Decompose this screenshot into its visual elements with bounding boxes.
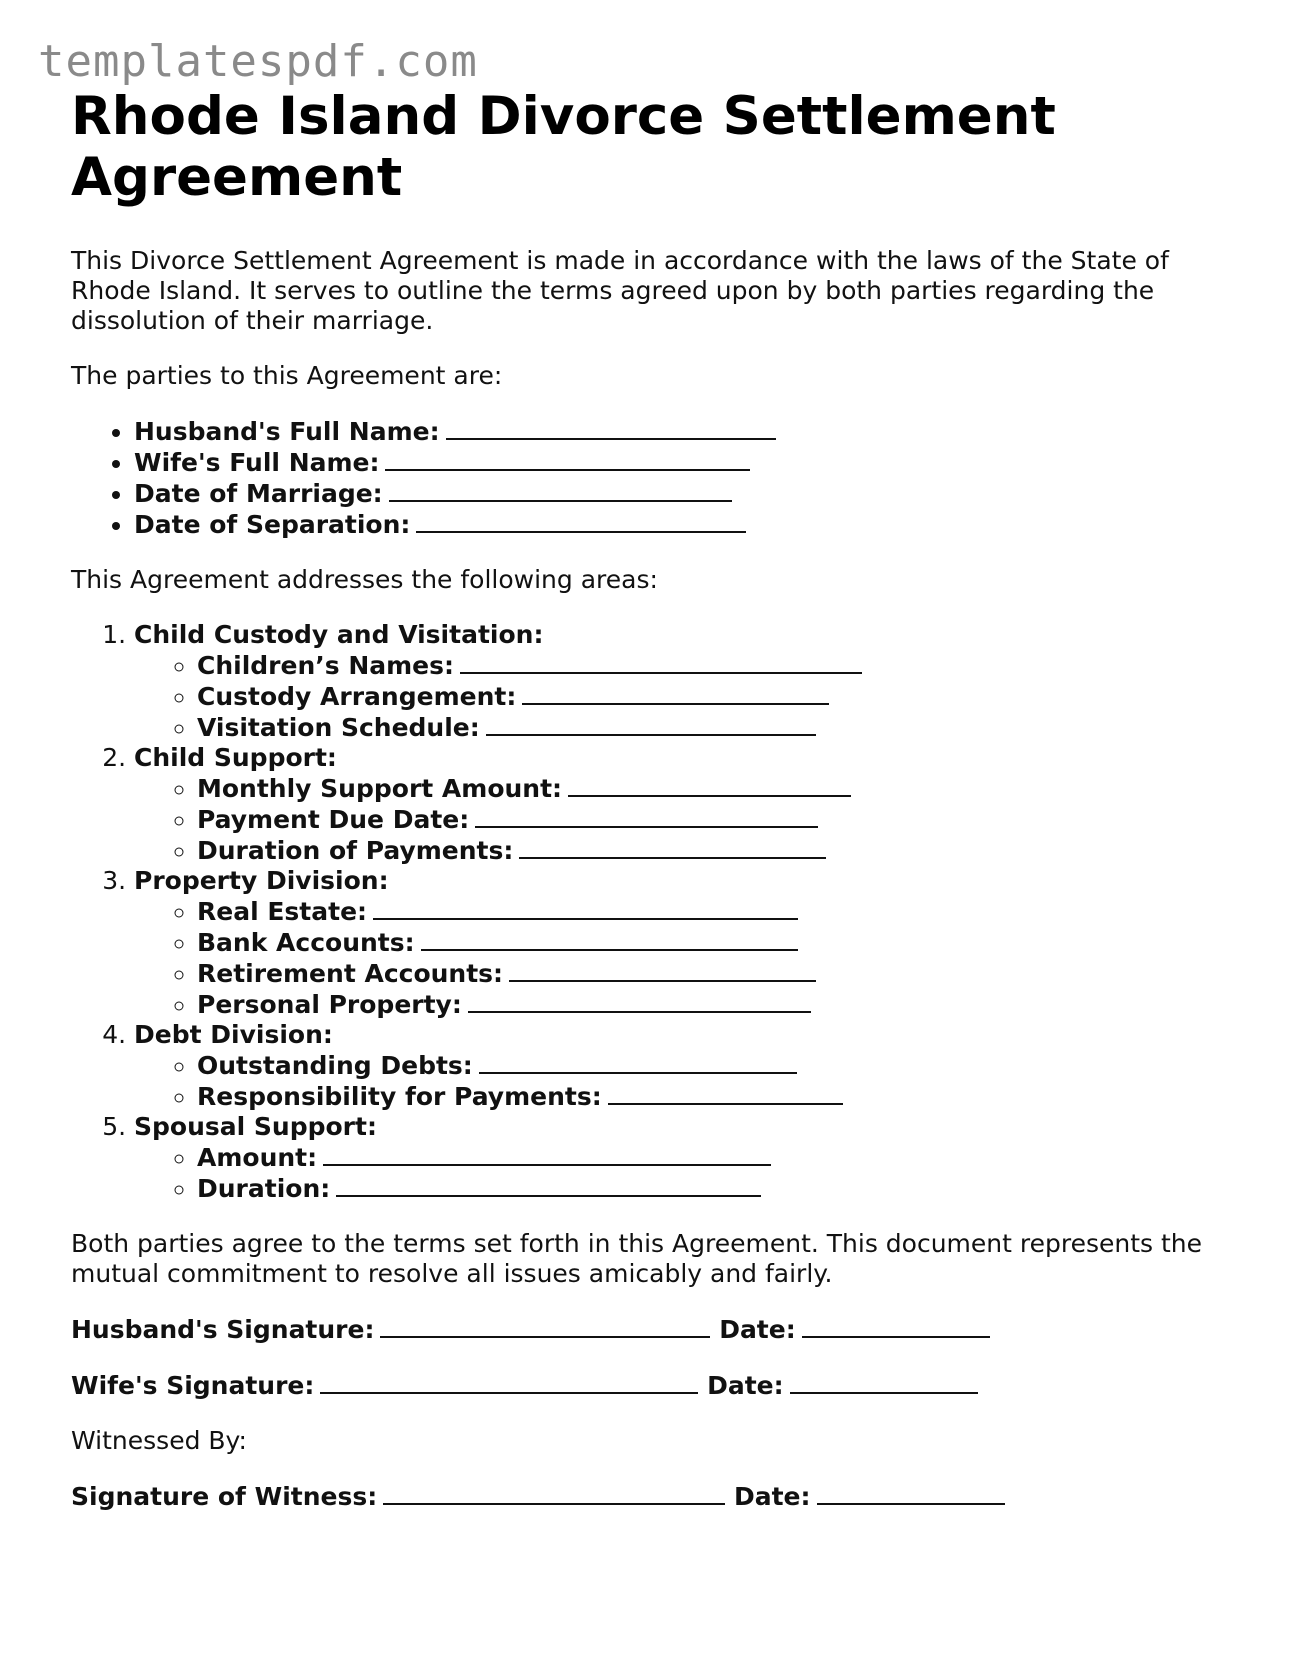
list-item bbox=[197, 989, 1231, 1020]
visitation-schedule-field[interactable] bbox=[486, 712, 816, 736]
husband-signature-label: Husband's Signature: bbox=[71, 1315, 375, 1344]
witness-signature-line bbox=[71, 1481, 1231, 1512]
field-label: Payment Due Date: bbox=[197, 805, 470, 834]
husband-signature-line bbox=[71, 1314, 1231, 1345]
list-item bbox=[197, 1081, 1231, 1112]
parties-list bbox=[71, 416, 1231, 540]
bank-accounts-field[interactable] bbox=[421, 927, 798, 951]
area-debt-division bbox=[134, 1020, 1231, 1112]
area-property-division bbox=[134, 866, 1231, 1020]
wife-date-field[interactable] bbox=[790, 1370, 978, 1394]
list-item bbox=[197, 650, 1231, 681]
husband-signature-field[interactable] bbox=[380, 1314, 710, 1338]
wife-signature-label: Wife's Signature: bbox=[71, 1371, 315, 1400]
list-item bbox=[134, 478, 1231, 509]
childrens-names-field[interactable] bbox=[460, 650, 862, 674]
list-item bbox=[197, 927, 1231, 958]
field-label: Duration of Payments: bbox=[197, 836, 514, 865]
witness-signature-field[interactable] bbox=[383, 1481, 725, 1505]
areas-intro: This Agreement addresses the following areas: bbox=[71, 565, 658, 594]
witness-signature-label: Signature of Witness: bbox=[71, 1482, 378, 1511]
area-spousal-support bbox=[134, 1112, 1231, 1204]
date-label: Date: bbox=[733, 1482, 811, 1511]
page-title: Rhode Island Divorce Settlement Agreement bbox=[71, 86, 1056, 208]
marriage-date-label: Date of Marriage: bbox=[134, 479, 383, 508]
custody-arrangement-field[interactable] bbox=[522, 681, 829, 705]
areas-list bbox=[71, 620, 1231, 1204]
date-label: Date: bbox=[719, 1315, 796, 1344]
field-label: Visitation Schedule: bbox=[197, 713, 480, 742]
area-title: Child Custody and Visitation: bbox=[134, 620, 544, 649]
list-item bbox=[197, 896, 1231, 927]
payment-responsibility-field[interactable] bbox=[608, 1081, 843, 1105]
area-title: Property Division: bbox=[134, 866, 389, 895]
watermark: templatespdf.com bbox=[38, 36, 478, 87]
intro-paragraph: This Divorce Settlement Agreement is made in accordance with the laws of the State of Rhode Island. It serves to outline the terms agreed upon by both parties regarding the dissolution of their marriage. bbox=[71, 246, 1169, 335]
field-label: Duration: bbox=[197, 1174, 331, 1203]
field-label: Outstanding Debts: bbox=[197, 1051, 473, 1080]
list-item bbox=[134, 509, 1231, 540]
date-label: Date: bbox=[707, 1371, 784, 1400]
witness-date-field[interactable] bbox=[817, 1481, 1005, 1505]
area-title: Spousal Support: bbox=[134, 1112, 377, 1141]
closing-paragraph: Both parties agree to the terms set forth in this Agreement. This document represents the mutual commitment to resolve all issues amicably and fairly. bbox=[71, 1229, 1203, 1288]
duration-of-payments-field[interactable] bbox=[519, 835, 826, 859]
list-item bbox=[197, 835, 1231, 866]
real-estate-field[interactable] bbox=[373, 896, 798, 920]
personal-property-field[interactable] bbox=[468, 989, 811, 1013]
area-child-custody bbox=[134, 620, 1231, 743]
marriage-date-field[interactable] bbox=[389, 478, 732, 502]
separation-date-label: Date of Separation: bbox=[134, 510, 411, 539]
retirement-accounts-field[interactable] bbox=[509, 958, 816, 982]
document-page bbox=[71, 86, 1231, 1512]
list-item bbox=[197, 1173, 1231, 1204]
wife-signature-line bbox=[71, 1370, 1231, 1401]
field-label: Responsibility for Payments: bbox=[197, 1082, 602, 1111]
husband-date-field[interactable] bbox=[802, 1314, 990, 1338]
monthly-support-field[interactable] bbox=[568, 773, 851, 797]
list-item bbox=[197, 1050, 1231, 1081]
list-item bbox=[197, 773, 1231, 804]
field-label: Monthly Support Amount: bbox=[197, 774, 563, 803]
field-label: Personal Property: bbox=[197, 990, 462, 1019]
wife-name-field[interactable] bbox=[385, 447, 750, 471]
husband-name-field[interactable] bbox=[446, 416, 776, 440]
list-item bbox=[134, 416, 1231, 447]
parties-intro: The parties to this Agreement are: bbox=[71, 361, 503, 390]
list-item bbox=[197, 681, 1231, 712]
field-label: Bank Accounts: bbox=[197, 928, 415, 957]
separation-date-field[interactable] bbox=[416, 509, 746, 533]
outstanding-debts-field[interactable] bbox=[479, 1050, 797, 1074]
field-label: Custody Arrangement: bbox=[197, 682, 517, 711]
spousal-duration-field[interactable] bbox=[336, 1173, 761, 1197]
field-label: Amount: bbox=[197, 1143, 318, 1172]
husband-name-label: Husband's Full Name: bbox=[134, 417, 440, 446]
wife-signature-field[interactable] bbox=[320, 1370, 698, 1394]
witnessed-by: Witnessed By: bbox=[71, 1426, 247, 1455]
list-item bbox=[197, 712, 1231, 743]
wife-name-label: Wife's Full Name: bbox=[134, 448, 380, 477]
list-item bbox=[197, 958, 1231, 989]
area-title: Child Support: bbox=[134, 743, 337, 772]
list-item bbox=[197, 1142, 1231, 1173]
area-title: Debt Division: bbox=[134, 1020, 333, 1049]
field-label: Real Estate: bbox=[197, 897, 368, 926]
payment-due-date-field[interactable] bbox=[475, 804, 818, 828]
area-child-support bbox=[134, 743, 1231, 866]
field-label: Children’s Names: bbox=[197, 651, 455, 680]
list-item bbox=[134, 447, 1231, 478]
spousal-amount-field[interactable] bbox=[323, 1142, 771, 1166]
list-item bbox=[197, 804, 1231, 835]
field-label: Retirement Accounts: bbox=[197, 959, 504, 988]
